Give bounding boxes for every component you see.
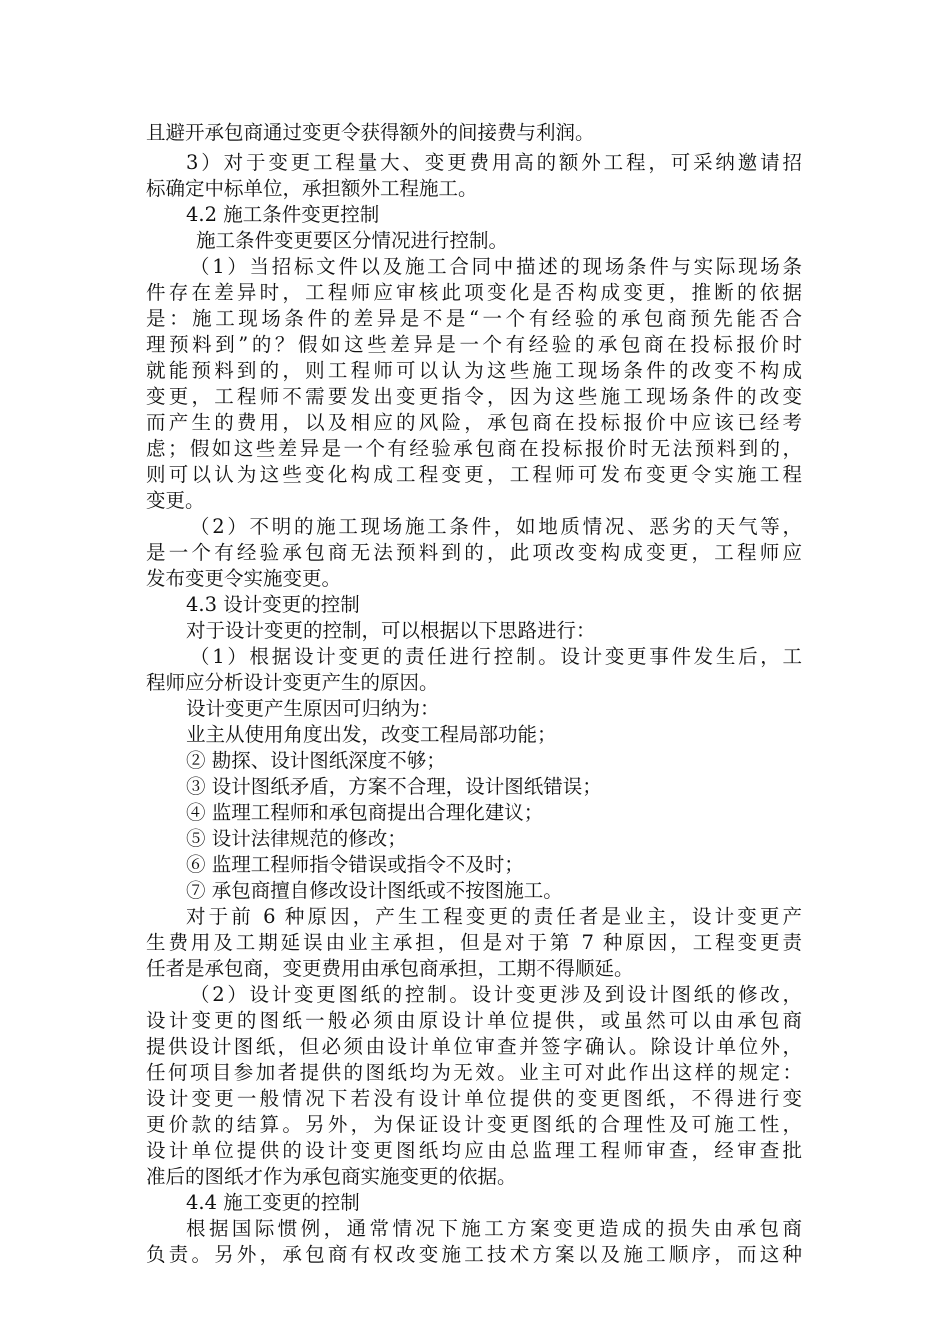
- paragraph-start: （1）根据设计变更的责任进行控制。设计变更事件发生后，工: [190, 645, 802, 668]
- body-line: 变更，工程师不需要发出变更指令，因为这些施工现场条件的改变: [146, 385, 802, 408]
- body-line: 标确定中标单位，承担额外工程施工。: [146, 177, 478, 200]
- paragraph-start: 设计变更产生原因可归纳为：: [186, 697, 440, 720]
- body-line: 发布变更令实施变更。: [146, 567, 342, 590]
- list-item: ③ 设计图纸矛盾，方案不合理，设计图纸错误；: [186, 775, 602, 798]
- body-line: 理预料到”的？假如这些差异是一个有经验的承包商在投标报价时: [146, 333, 802, 356]
- list-item: 业主从使用角度出发，改变工程局部功能；: [186, 723, 557, 746]
- section-heading-4-3: 4.3 设计变更的控制: [186, 593, 360, 616]
- body-line: 提供设计图纸，但必须由设计单位审查并签字确认。除设计单位外，: [146, 1035, 802, 1058]
- paragraph-start: 施工条件变更要区分情况进行控制。: [196, 229, 509, 252]
- list-item: ⑦ 承包商擅自修改设计图纸或不按图施工。: [186, 879, 563, 902]
- list-item: ⑥ 监理工程师指令错误或指令不及时；: [186, 853, 524, 876]
- list-item: ④ 监理工程师和承包商提出合理化建议；: [186, 801, 544, 824]
- body-line: 准后的图纸才作为承包商实施变更的依据。: [146, 1165, 517, 1188]
- section-heading-4-2: 4.2 施工条件变更控制: [186, 203, 380, 226]
- paragraph-start: 对于前 6 种原因，产生工程变更的责任者是业主，设计变更产: [186, 905, 802, 928]
- body-line: 是一个有经验承包商无法预料到的，此项改变构成变更，工程师应: [146, 541, 802, 564]
- paragraph-start: 对于设计变更的控制，可以根据以下思路进行：: [186, 619, 596, 642]
- body-line: 任者是承包商，变更费用由承包商承担，工期不得顺延。: [146, 957, 634, 980]
- paragraph-start: （1）当招标文件以及施工合同中描述的现场条件与实际现场条: [190, 255, 802, 278]
- body-line: 任何项目参加者提供的图纸均为无效。业主可对此作出这样的规定：: [146, 1061, 802, 1084]
- body-line: 就能预料到的，则工程师可以认为这些施工现场条件的改变不构成: [146, 359, 802, 382]
- body-line: 设计单位提供的设计变更图纸均应由总监理工程师审查，经审查批: [146, 1139, 802, 1162]
- body-line: 生费用及工期延误由业主承担，但是对于第 7 种原因，工程变更责: [146, 931, 802, 954]
- body-line: 是：施工现场条件的差异是不是“一个有经验的承包商预先能否合: [146, 307, 802, 330]
- paragraph-start: （2）不明的施工现场施工条件，如地质情况、恶劣的天气等，: [190, 515, 802, 538]
- body-line: 设计变更一般情况下若没有设计单位提供的变更图纸，不得进行变: [146, 1087, 802, 1110]
- body-line: 则可以认为这些变化构成工程变更，工程师可发布变更令实施工程: [146, 463, 802, 486]
- body-line: 件存在差异时，工程师应审核此项变化是否构成变更，推断的依据: [146, 281, 802, 304]
- section-heading-4-4: 4.4 施工变更的控制: [186, 1191, 360, 1214]
- body-line: 而产生的费用，以及相应的风险，承包商在投标报价中应该已经考: [146, 411, 802, 434]
- paragraph-start: 根据国际惯例，通常情况下施工方案变更造成的损失由承包商: [186, 1217, 802, 1240]
- list-item-3: 3）对于变更工程量大、变更费用高的额外工程，可采纳邀请招: [186, 151, 802, 174]
- body-line: 且避开承包商通过变更令获得额外的间接费与利润。: [146, 121, 595, 144]
- paragraph-start: （2）设计变更图纸的控制。设计变更涉及到设计图纸的修改，: [190, 983, 802, 1006]
- body-line: 程师应分析设计变更产生的原因。: [146, 671, 439, 694]
- body-line: 变更。: [146, 489, 205, 512]
- list-item: ② 勘探、设计图纸深度不够；: [186, 749, 446, 772]
- body-line: 虑；假如这些差异是一个有经验承包商在投标报价时无法预料到的，: [146, 437, 802, 460]
- list-item: ⑤ 设计法律规范的修改；: [186, 827, 407, 850]
- body-line: 设计变更的图纸一般必须由原设计单位提供，或虽然可以由承包商: [146, 1009, 802, 1032]
- body-line: 更价款的结算。另外，为保证设计变更图纸的合理性及可施工性，: [146, 1113, 802, 1136]
- body-line: 负责。另外，承包商有权改变施工技术方案以及施工顺序，而这种: [146, 1243, 802, 1266]
